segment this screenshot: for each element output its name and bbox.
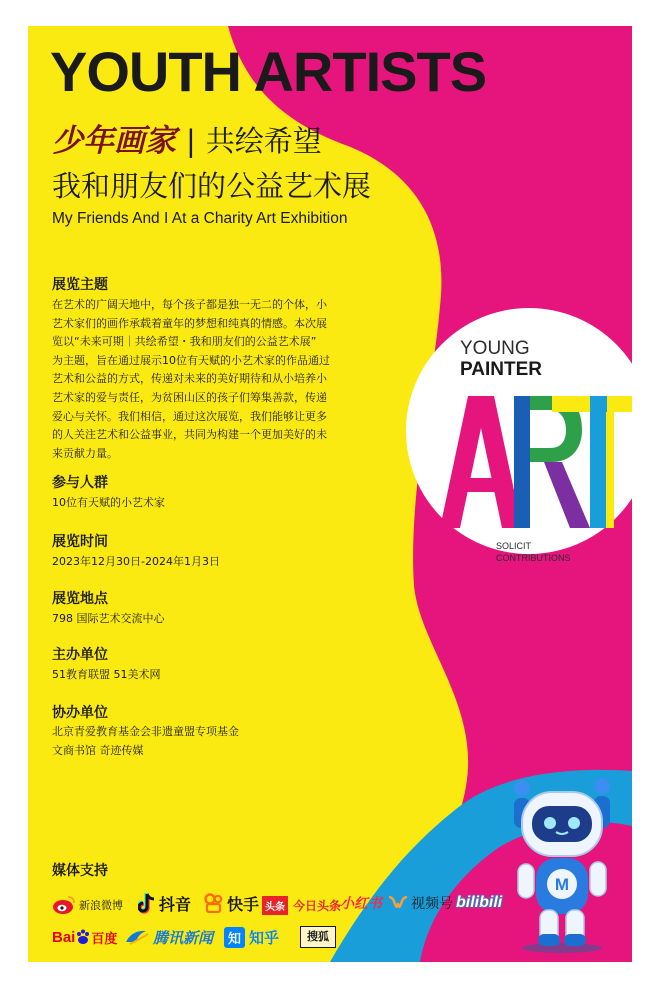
toutiao-badge: 头条 [262, 896, 288, 915]
art-letter-a [440, 396, 522, 528]
logo-zhihu [224, 926, 279, 948]
sohu-label: 搜狐 [300, 926, 336, 947]
theme-line: 的人关注艺术和公益事业，共同为构建一个更加美好的未 [52, 428, 327, 442]
participants-heading: 参与人群 [52, 475, 108, 491]
poster [28, 26, 632, 962]
theme-line: 爱心与关怀。我们相信，通过这次展览，我们能够让更多 [52, 409, 327, 423]
theme-line: 艺术家的爱与责任，为贫困山区的孩子们筹集善款，传递 [52, 390, 327, 404]
tencent-news-icon [124, 928, 150, 946]
robot-mascot-illustration [506, 778, 618, 954]
art-word: ART [440, 396, 442, 397]
organizer-heading: 主办单位 [52, 647, 108, 663]
zhihu-label: 知乎 [249, 928, 280, 947]
logo-shipinhao [388, 892, 453, 914]
kuaishou-icon [204, 893, 224, 913]
badge-solicit-line2: CONTRIBUTIONS [496, 553, 571, 563]
title-separator: | [186, 124, 196, 158]
chinese-exhibition-title: 我和朋友们的公益艺术展 [52, 169, 372, 203]
badge-painter: PAINTER [460, 359, 542, 380]
logo-tencent-news [124, 926, 213, 948]
badge-solicit [496, 540, 571, 564]
douyin-icon [138, 892, 156, 914]
logo-sohu [300, 924, 336, 950]
theme-line: 艺术家们的画作承载着童年的梦想和纯真的情感。本次展 [52, 316, 327, 330]
badge-solicit-line1: SOLICIT [496, 541, 532, 551]
slogan: 共绘希望 [205, 124, 322, 158]
logo-douyin [138, 892, 191, 914]
logo-xiaohongshu [340, 892, 382, 914]
baidu-label: 百度 [91, 931, 118, 947]
art-letter-r [514, 396, 530, 528]
kuaishou-label: 快手 [227, 894, 260, 914]
douyin-label: 抖音 [159, 894, 192, 914]
svg-text:M: M [554, 875, 570, 894]
weibo-label: 新浪微博 [79, 899, 123, 912]
zhihu-badge: 知 [224, 927, 245, 948]
shipinhao-icon [388, 894, 408, 912]
theme-line: 艺术和公益的方式，传递对未来的美好期待和从小培养小 [52, 372, 327, 386]
theme-heading: 展览主题 [52, 277, 108, 293]
time-heading: 展览时间 [52, 534, 108, 550]
baidu-label-latin: Bai [52, 928, 76, 946]
xiaohongshu-label: 小红书 [340, 896, 382, 912]
tencent-news-label: 腾讯新闻 [153, 928, 214, 947]
weibo-icon [52, 895, 76, 915]
logo-weibo [52, 894, 123, 916]
logo-bilibili [456, 892, 502, 914]
venue-heading: 展览地点 [52, 591, 108, 607]
bilibili-label: bilibili [456, 894, 503, 911]
theme-line: 览以“未来可期｜共绘希望・我和朋友们的公益艺术展” [52, 335, 317, 349]
logo-kuaishou [204, 892, 259, 914]
toutiao-label: 今日头条 [293, 898, 342, 913]
main-title: YOUTH ARTISTS [50, 40, 487, 103]
logo-toutiao [262, 894, 341, 916]
time-text: 2023年12月30日-2024年1月3日 [52, 555, 220, 568]
logo-baidu [52, 926, 117, 948]
art-logo-graphic [440, 396, 632, 532]
theme-paragraph [52, 296, 330, 463]
participants-text: 10位有天赋的小艺术家 [52, 496, 165, 509]
co-organizer-line2: 文商书馆 奇迹传媒 [52, 744, 144, 757]
brush-calligraphy-title: 少年画家 [52, 123, 176, 159]
venue-text: 798 国际艺术交流中心 [52, 612, 165, 625]
organizer-text: 51教育联盟 51美术网 [52, 668, 161, 681]
theme-line: 在艺术的广阔天地中，每个孩子都是独一无二的个体，小 [52, 298, 327, 311]
media-heading: 媒体支持 [52, 863, 108, 879]
shipinhao-label: 视频号 [411, 896, 453, 912]
baidu-paw-icon [76, 929, 90, 945]
theme-line: 为主题，旨在通过展示10位有天赋的小艺术家的作品通过 [52, 353, 330, 367]
co-organizer-heading: 协办单位 [52, 705, 108, 721]
badge-young: YOUNG [460, 338, 530, 359]
english-subtitle: My Friends And I At a Charity Art Exhibition [52, 210, 348, 227]
co-organizer-line1: 北京青爱教育基金会非遗童盟专项基金 [52, 725, 239, 738]
chinese-heading-line1 [52, 123, 322, 159]
theme-line: 来贡献力量。 [52, 446, 118, 460]
